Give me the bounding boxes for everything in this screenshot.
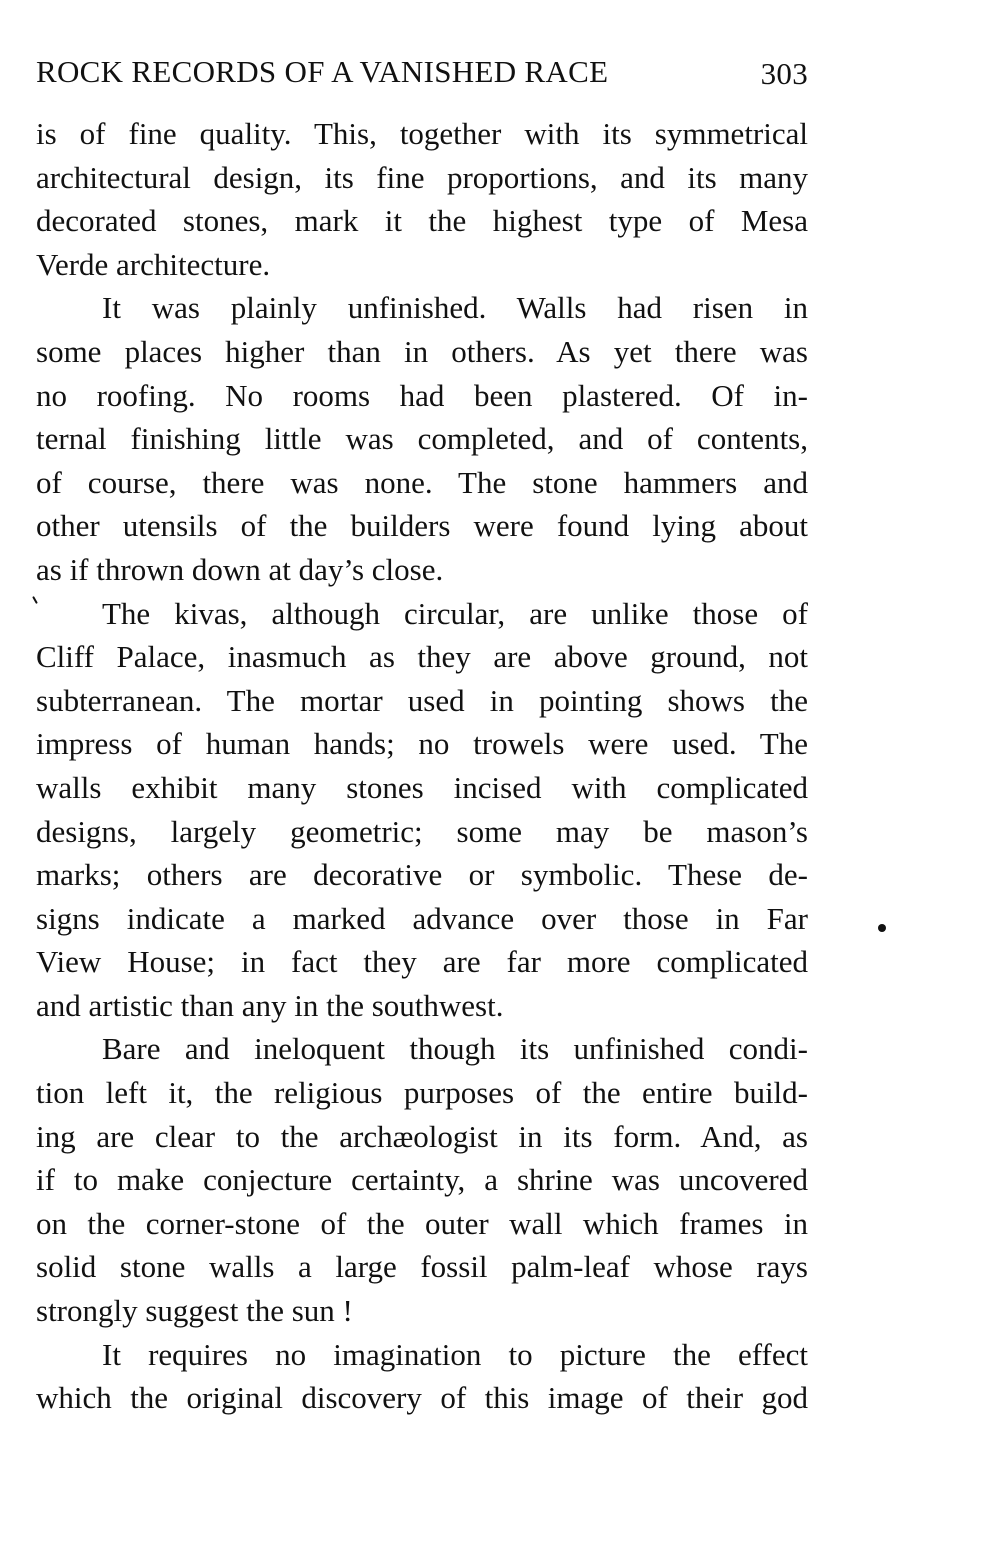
text-line: Verde architecture. (36, 246, 271, 282)
paragraph (36, 1027, 808, 1332)
text-line: walls exhibit many stones incised with complicated (36, 769, 808, 805)
text-line: ternal finishing little was completed, and of contents, (36, 421, 808, 457)
text-line: marks; others are decorative or symbolic. These de- (36, 857, 808, 893)
text-line: is of fine quality. This, together with its symmetrical (36, 116, 808, 151)
text-line: Bare and ineloquent though its unfinished condi- (102, 1031, 808, 1067)
paragraph (36, 1333, 808, 1420)
text-line: some places higher than in others. As yet there was (36, 333, 808, 369)
text-line: no roofing. No rooms had been plastered. Of in- (36, 377, 808, 413)
text-line: if to make conjecture certainty, a shrine was uncovered (36, 1162, 808, 1198)
text-line: signs indicate a marked advance over those in Far (36, 900, 808, 936)
text-line: subterranean. The mortar used in pointing shows the (36, 682, 808, 718)
text-line: Cliff Palace, inasmuch as they are above ground, not (36, 639, 808, 675)
text-line: strongly suggest the sun ! (36, 1293, 353, 1329)
text-line: architectural design, its fine proportions, and its many (36, 159, 808, 195)
text-line: which the original discovery of this image of their god (36, 1380, 808, 1416)
scan-speck (878, 924, 886, 932)
text-line: of course, there was none. The stone hammers and (36, 464, 808, 500)
text-line: ing are clear to the archæologist in its form. And, as (36, 1118, 808, 1154)
text-line: It was plainly unfinished. Walls had risen in (102, 290, 808, 326)
text-line: tion left it, the religious purposes of the entire build- (36, 1075, 808, 1111)
page-number: 303 (760, 56, 808, 91)
paragraph (36, 592, 808, 1028)
text-line: as if thrown down at day’s close. (36, 551, 444, 587)
text-line: on the corner-stone of the outer wall which frames in (36, 1205, 808, 1241)
body-text (36, 112, 808, 1420)
running-head-title: ROCK RECORDS OF A VANISHED RACE (36, 54, 609, 89)
paragraph (36, 286, 808, 591)
text-line: The kivas, although circular, are unlike those of (102, 595, 808, 631)
text-line: View House; in fact they are far more complicated (36, 944, 808, 980)
text-line: decorated stones, mark it the highest type of Mesa (36, 203, 808, 239)
text-line: impress of human hands; no trowels were used. The (36, 726, 808, 762)
text-line: other utensils of the builders were found lying about (36, 508, 808, 544)
text-line: It requires no imagination to picture the effect (102, 1336, 808, 1372)
paragraph (36, 112, 808, 286)
running-head (36, 52, 808, 92)
text-line: and artistic than any in the southwest. (36, 987, 504, 1023)
text-line: solid stone walls a large fossil palm-leaf whose rays (36, 1249, 808, 1285)
text-line: designs, largely geometric; some may be mason’s (36, 813, 808, 849)
